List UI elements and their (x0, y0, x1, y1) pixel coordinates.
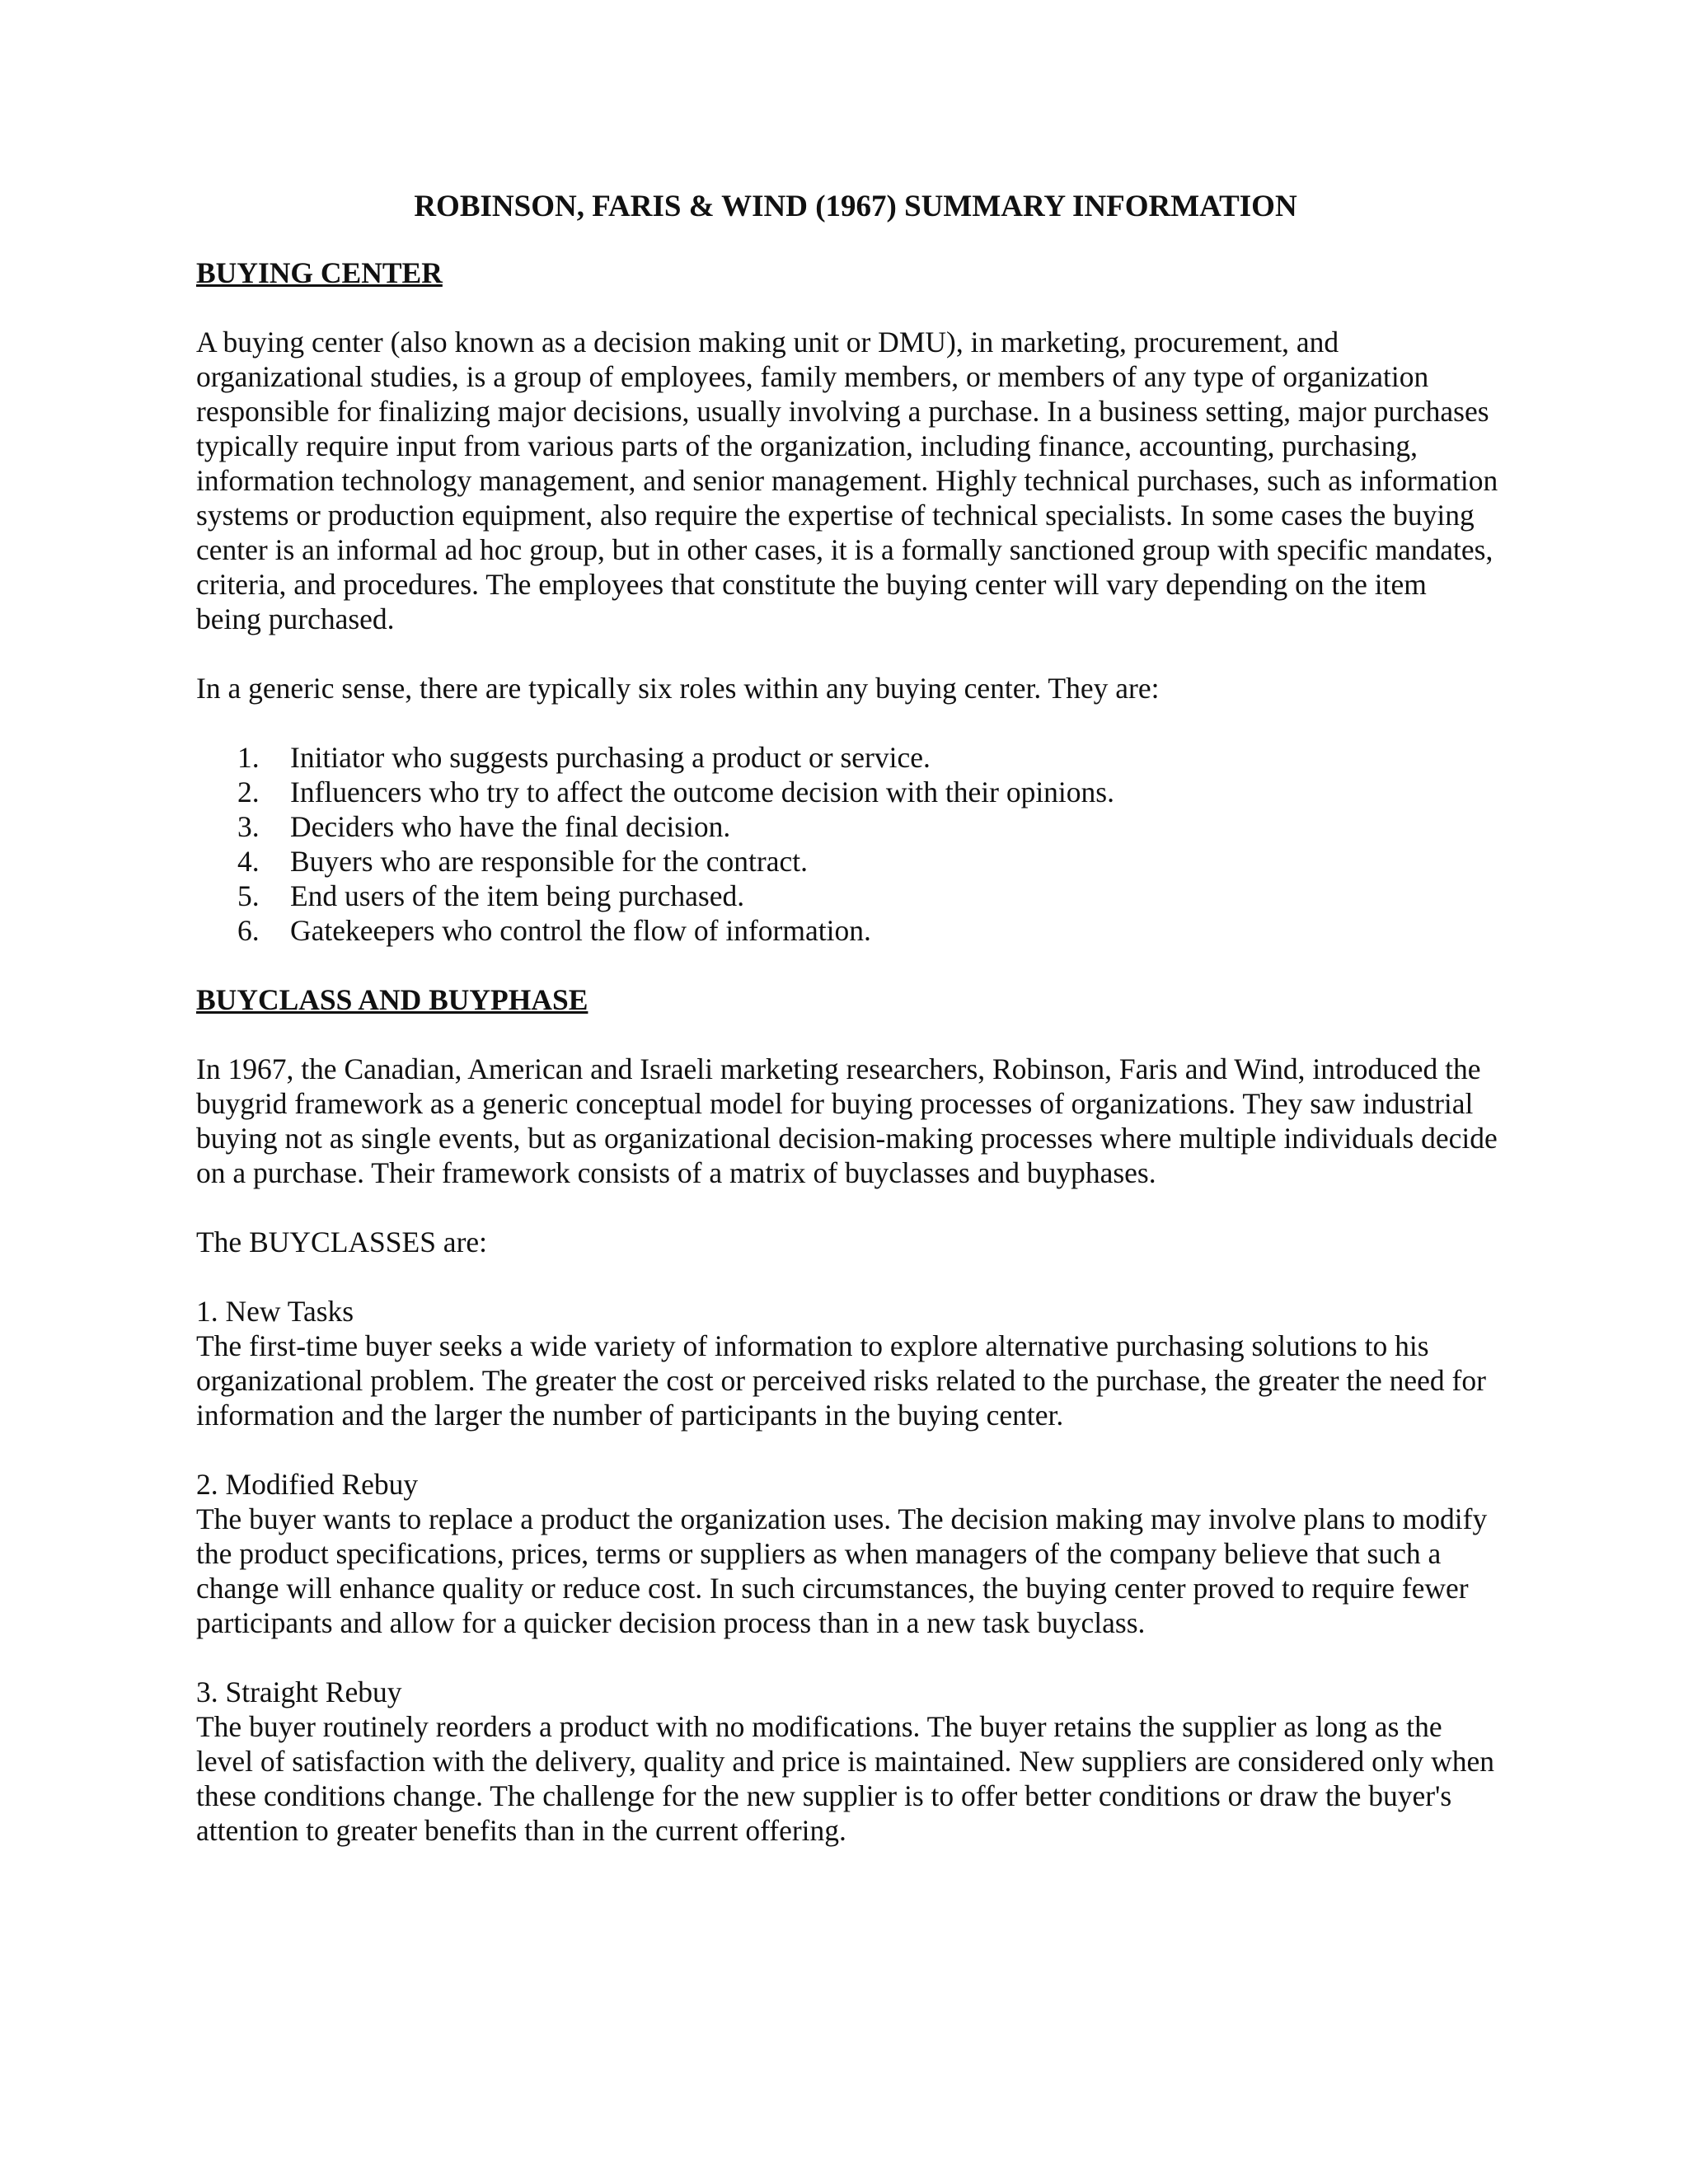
list-item-number: 2. (237, 776, 260, 808)
paragraph-buying-center-definition: A buying center (also known as a decision making unit or DMU), in marketing, procurement, and organizational studies, is a group of employees, family members, or members of any type of organization responsible for finalizing major decisions, usually involving a purchase. In a business setting, major purchases typically require input from various parts of the organization, including finance, accounting, purchasing, information technology management, and senior management. Highly technical purchases, such as information systems or production equipment, also require the expertise of technical specialists. In some cases the buying center is an informal ad hoc group, but in other cases, it is a formally sanctioned group with specific mandates, criteria, and procedures. The employees that constitute the buying center will vary depending on the item being purchased. (196, 326, 1498, 635)
list-item (196, 740, 1498, 775)
buyclass-straight-rebuy (196, 1675, 1498, 1848)
list-item-number: 6. (237, 914, 260, 947)
list-item-number: 1. (237, 741, 260, 774)
list-item (196, 775, 1498, 809)
document-title: ROBINSON, FARIS & WIND (1967) SUMMARY INFORMATION (414, 190, 1297, 223)
buyclass-title: 3. Straight Rebuy (196, 1675, 402, 1708)
list-item-number: 5. (237, 879, 260, 912)
buyclass-description: The first-time buyer seeks a wide variety of information to explore alternative purchasing solutions to his organizational problem. The greater the cost or perceived risks related to the purchase, the greater the need for information and the larger the number of participants in the buying center. (196, 1329, 1486, 1432)
section-heading-buyclass-buyphase: BUYCLASS AND BUYPHASE (196, 983, 588, 1016)
roles-list (196, 740, 1498, 948)
section-buyclass-buyphase (196, 982, 1498, 1848)
list-item-text: Deciders who have the final decision. (290, 810, 731, 843)
document-page (196, 188, 1498, 1882)
list-item-text: Initiator who suggests purchasing a product or service. (290, 741, 931, 774)
paragraph-buyclasses-intro: The BUYCLASSES are: (196, 1226, 488, 1258)
list-item (196, 879, 1498, 913)
list-item-text: End users of the item being purchased. (290, 879, 745, 912)
list-item (196, 844, 1498, 879)
list-item-number: 3. (237, 810, 260, 843)
list-item-text: Gatekeepers who control the flow of information. (290, 914, 871, 947)
paragraph-buygrid-framework: In 1967, the Canadian, American and Israeli marketing researchers, Robinson, Faris and Wind, introduced the buygrid framework as a generic conceptual model for buying processes of organizations. They saw industrial buying not as single events, but as organizational decision-making processes where multiple individuals decide on a purchase. Their framework consists of a matrix of buyclasses and buyphases. (196, 1052, 1498, 1189)
list-item (196, 809, 1498, 844)
list-item-text: Buyers who are responsible for the contract. (290, 845, 808, 878)
buyclass-modified-rebuy (196, 1467, 1498, 1640)
buyclass-title: 2. Modified Rebuy (196, 1468, 419, 1501)
buyclass-new-tasks (196, 1294, 1498, 1432)
section-heading-buying-center: BUYING CENTER (196, 256, 443, 289)
list-item-text: Influencers who try to affect the outcome decision with their opinions. (290, 776, 1114, 808)
list-item-number: 4. (237, 845, 260, 878)
buyclass-title: 1. New Tasks (196, 1295, 354, 1328)
list-item (196, 913, 1498, 948)
paragraph-roles-intro: In a generic sense, there are typically six roles within any buying center. They are: (196, 672, 1160, 705)
buyclass-description: The buyer wants to replace a product the organization uses. The decision making may involve plans to modify the product specifications, prices, terms or suppliers as when managers of the company believe that such a change will enhance quality or reduce cost. In such circumstances, the buying center proved to require fewer participants and allow for a quicker decision process than in a new task buyclass. (196, 1502, 1488, 1639)
buyclass-description: The buyer routinely reorders a product with no modifications. The buyer retains the supplier as long as the level of satisfaction with the delivery, quality and price is maintained. New suppliers are considered only when these conditions change. The challenge for the new supplier is to offer better conditions or draw the buyer's attention to greater benefits than in the current offering. (196, 1710, 1495, 1847)
section-buying-center (196, 255, 1498, 948)
